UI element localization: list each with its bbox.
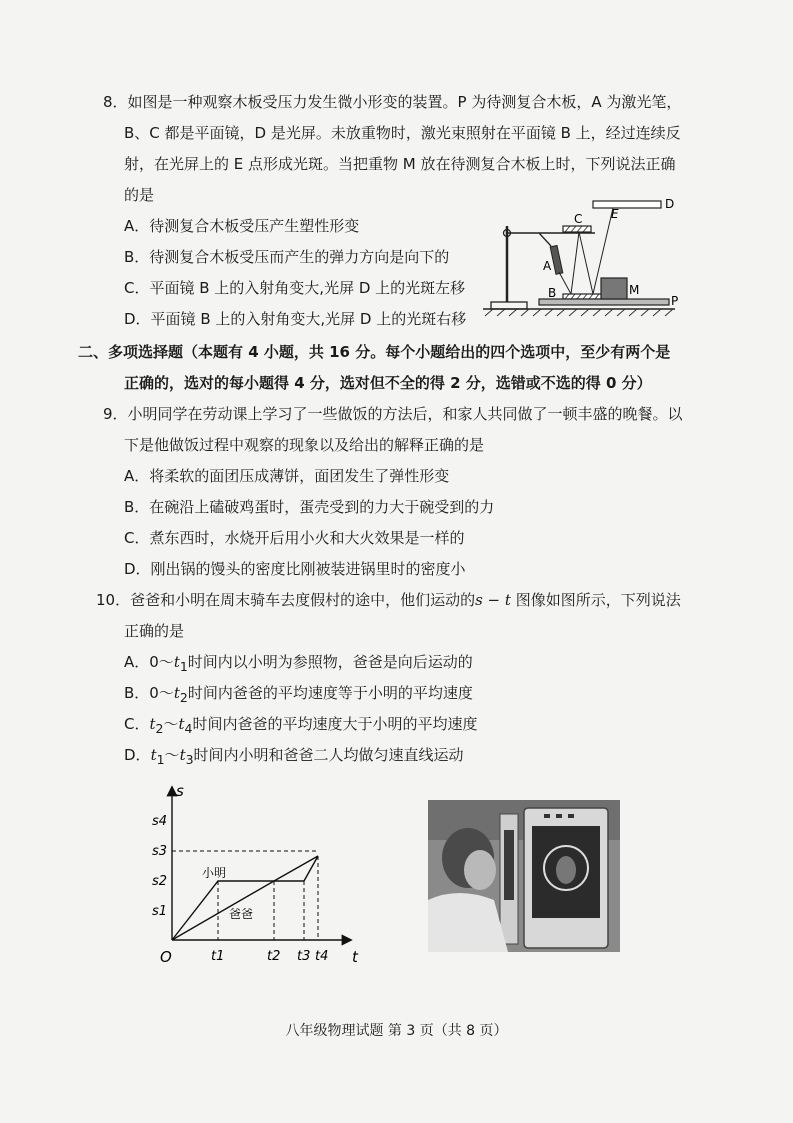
tick-s3: s3	[152, 844, 168, 859]
q10-c-sub2: 4	[184, 721, 193, 736]
q10-b-prefix: B．0～	[124, 684, 174, 702]
q10-c-var2: t	[178, 715, 185, 733]
q10-option-d	[124, 745, 464, 770]
series-label-xiaoming: 小明	[202, 866, 227, 880]
q10-a-var: t	[173, 653, 180, 671]
q9-option-d: D．刚出锅的馒头的密度比刚被装进锅里时的密度小	[124, 560, 466, 578]
label-c: C	[574, 212, 583, 226]
q10-d-sub2: 3	[185, 752, 194, 767]
face-scan-photo	[428, 800, 620, 952]
q9-option-b: B．在碗沿上磕破鸡蛋时，蛋壳受到的力大于碗受到的力	[124, 498, 495, 516]
q10-c-sub: 2	[155, 721, 164, 736]
tick-t1: t1	[211, 949, 225, 964]
y-axis-label: s	[176, 782, 184, 800]
tick-s1: s1	[152, 904, 168, 919]
q10-d-var: t	[150, 746, 157, 764]
q10-a-prefix: A．0～	[124, 653, 174, 671]
tick-t4: t4	[315, 949, 329, 964]
section-2-line-2: 正确的，选对的每小题得 4 分，选对但不全的得 2 分，选错或不选的得 0 分）	[124, 374, 652, 392]
q10-a-sub: 1	[179, 659, 188, 674]
q9-line-2: 下是他做饭过程中观察的现象以及给出的解释正确的是	[124, 436, 485, 454]
q10-d-prefix: D．	[124, 746, 151, 764]
q10-c-prefix: C．	[124, 715, 150, 733]
label-p: P	[671, 294, 679, 308]
section-2-line-1: 二、多项选择题（本题有 4 小题，共 16 分。每个小题给出的四个选项中，至少有两个是	[78, 343, 671, 361]
page-footer: 八年级物理试题 第 3 页（共 8 页）	[285, 1023, 508, 1039]
q10-b-sub: 2	[179, 690, 188, 705]
q8-line-3: 射，在光屏上的 E 点形成光斑。当把重物 M 放在待测复合木板上时，下列说法正确	[124, 155, 676, 173]
q8-option-a: A．待测复合木板受压产生塑性形变	[124, 217, 360, 235]
s-t-graph	[140, 778, 380, 973]
q8-option-c: C．平面镜 B 上的入射角变大,光屏 D 上的光斑左移	[124, 279, 466, 297]
q10-c-var: t	[149, 715, 156, 733]
q8-option-d: D．平面镜 B 上的入射角变大,光屏 D 上的光斑右移	[124, 310, 467, 328]
q10-d-rest: 时间内小明和爸爸二人均做匀速直线运动	[193, 746, 464, 764]
tick-s4: s4	[152, 814, 168, 829]
q9-option-c: C．煮东西时，水烧开后用小火和大火效果是一样的	[124, 529, 465, 547]
q10-option-a	[124, 652, 473, 677]
tick-t2: t2	[267, 949, 281, 964]
q10-line-1	[96, 590, 681, 610]
q10-line-1-math: s − t	[475, 591, 511, 609]
tick-t3: t3	[297, 949, 311, 964]
label-e: E	[611, 207, 619, 221]
q10-c-rest: 时间内爸爸的平均速度大于小明的平均速度	[192, 715, 478, 733]
q8-option-b: B．待测复合木板受压而产生的弹力方向是向下的	[124, 248, 450, 266]
label-a: A	[543, 259, 552, 273]
origin-label: O	[160, 948, 172, 966]
q10-a-rest: 时间内以小明为参照物，爸爸是向后运动的	[187, 653, 473, 671]
apparatus-figure	[475, 196, 685, 326]
q10-line-1-pre: 10．爸爸和小明在周末骑车去度假村的途中，他们运动的	[96, 591, 476, 609]
q10-line-2: 正确的是	[124, 622, 185, 640]
label-b: B	[548, 286, 557, 300]
label-m: M	[629, 283, 640, 297]
q10-d-mid: ～	[164, 746, 180, 764]
q10-b-var: t	[173, 684, 180, 702]
q10-b-rest: 时间内爸爸的平均速度等于小明的平均速度	[187, 684, 473, 702]
series-label-baba: 爸爸	[229, 907, 254, 921]
line-baba	[172, 856, 318, 940]
q10-option-c	[124, 714, 477, 739]
x-axis-label: t	[352, 948, 358, 966]
label-d: D	[665, 197, 675, 211]
q9-option-a: A．将柔软的面团压成薄饼，面团发生了弹性形变	[124, 467, 450, 485]
q10-line-1-post: 图像如图所示，下列说法	[510, 591, 681, 609]
q8-line-4: 的是	[124, 186, 155, 204]
q9-line-1: 9．小明同学在劳动课上学习了一些做饭的方法后，和家人共同做了一顿丰盛的晚餐。以	[103, 405, 683, 423]
tick-s2: s2	[152, 874, 168, 889]
q10-c-mid: ～	[163, 715, 179, 733]
q8-line-2: B、C 都是平面镜，D 是光屏。未放重物时，激光束照射在平面镜 B 上，经过连续反	[124, 124, 681, 142]
q10-option-b	[124, 683, 473, 708]
q10-d-var2: t	[179, 746, 186, 764]
q8-line-1: 8．如图是一种观察木板受压力发生微小形变的装置。P 为待测复合木板，A 为激光笔，	[103, 93, 682, 111]
q10-d-sub: 1	[156, 752, 165, 767]
